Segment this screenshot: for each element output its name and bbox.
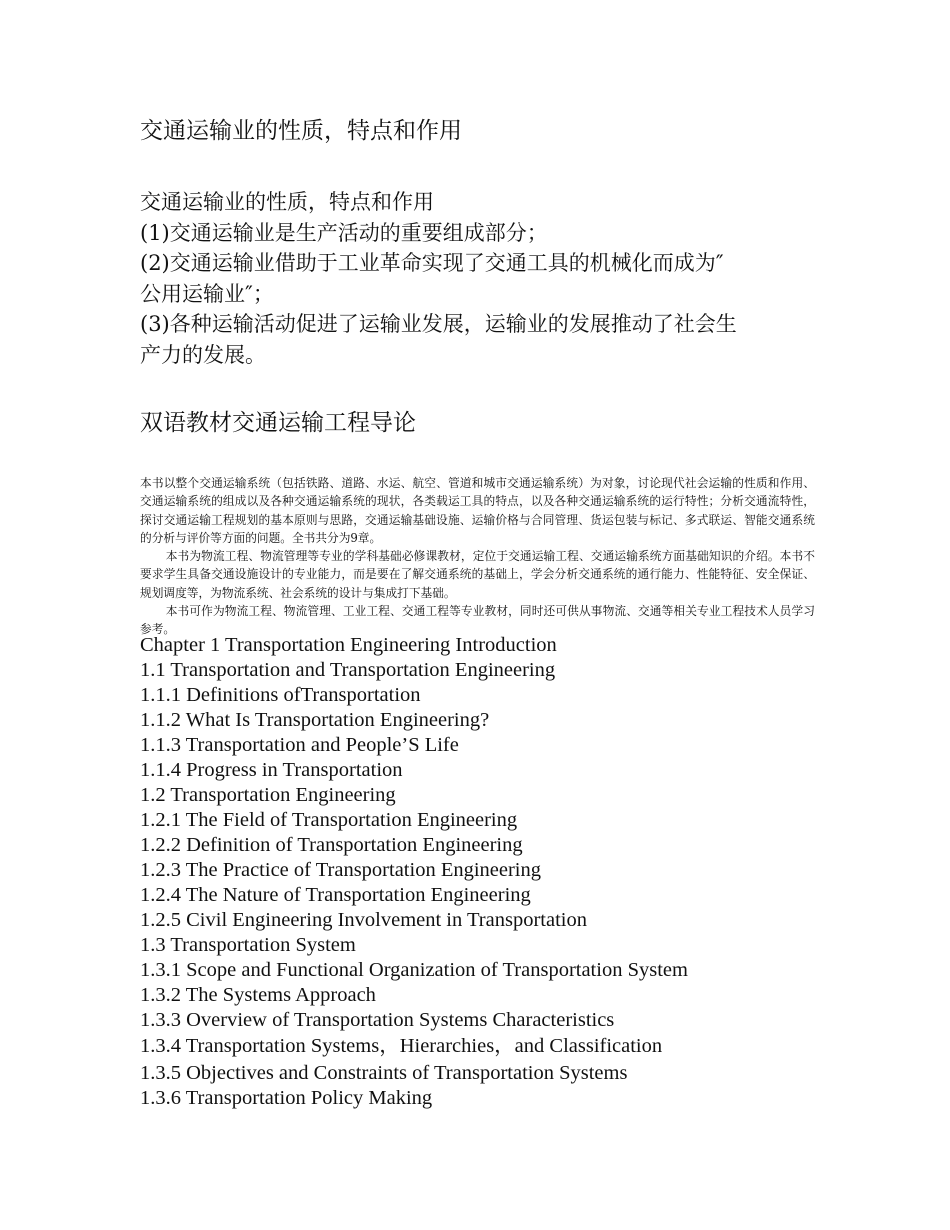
section-heading-book: 双语教材交通运输工程导论 <box>140 410 416 436</box>
nature-title: 交通运输业的性质，特点和作用 <box>140 190 434 214</box>
nature-line-1: (1)交通运输业是生产活动的重要组成部分； <box>140 220 548 245</box>
toc-entry: 1.2.3 The Practice of Transportation Engineering <box>140 859 542 881</box>
toc-entry: 1.3 Transportation System <box>140 934 356 956</box>
nature-line-5: 产力的发展。 <box>140 342 266 367</box>
abstract-paragraph-1: 本书以整个交通运输系统（包括铁路、道路、水运、航空、管道和城市交通运输系统）为对象，讨论现代社会运输的性质和作用、交通运输系统的组成以及各种交通运输系统的现状，各类载运工具的特点，以及各种交通运输系统的运行特性；分析交通流特性，探讨交通运输工程规划的基本原则与思路，交通运输基础设施、运输价格与合同管理、货运包装与标记、多式联运、智能交通系统的分析与评价等方面的问题。全书共分为9章。 <box>140 476 815 545</box>
toc-entry: 1.1.2 What Is Transportation Engineering? <box>140 709 490 731</box>
toc-entry: Chapter 1 Transportation Engineering Introduction <box>140 634 557 656</box>
toc-entry: 1.1 Transportation and Transportation Engineering <box>140 659 556 681</box>
toc-entry: 1.1.3 Transportation and People’S Life <box>140 734 459 756</box>
nature-line-3: 公用运输业″； <box>140 281 274 306</box>
toc-entry: 1.3.6 Transportation Policy Making <box>140 1087 433 1109</box>
toc-entry: 1.2.2 Definition of Transportation Engineering <box>140 834 523 856</box>
toc-entry: 1.3.4 Transportation Systems，Hierarchies，and Classification <box>140 1035 663 1057</box>
toc-entry: 1.2.5 Civil Engineering Involvement in Transportation <box>140 909 587 931</box>
abstract-paragraph-2: 本书为物流工程、物流管理等专业的学科基础必修课教材，定位于交通运输工程、交通运输系统方面基础知识的介绍。本书不要求学生具备交通设施设计的专业能力，而是要在了解交通系统的基础上，学会分析交通系统的通行能力、性能特征、安全保证、规划调度等，为物流系统、社会系统的设计与集成打下基础。 <box>140 549 815 600</box>
nature-section <box>140 187 820 370</box>
toc-entry: 1.3.2 The Systems Approach <box>140 984 376 1006</box>
nature-line-2: (2)交通运输业借助于工业革命实现了交通工具的机械化而成为″ <box>140 251 724 275</box>
toc-entry: 1.1.1 Definitions ofTransportation <box>140 684 421 706</box>
table-of-contents <box>140 633 840 1111</box>
section-heading-nature: 交通运输业的性质，特点和作用 <box>140 118 462 144</box>
toc-entry: 1.2.4 The Nature of Transportation Engineering <box>140 884 531 906</box>
toc-entry: 1.3.3 Overview of Transportation Systems Characteristics <box>140 1009 615 1031</box>
book-abstract <box>140 474 815 639</box>
toc-entry: 1.3.5 Objectives and Constraints of Transportation Systems <box>140 1061 628 1084</box>
nature-line-4: (3)各种运输活动促进了运输业发展，运输业的发展推动了社会生 <box>140 312 737 336</box>
abstract-paragraph-3: 本书可作为物流工程、物流管理、工业工程、交通工程等专业教材，同时还可供从事物流、交通等相关专业工程技术人员学习参考。 <box>140 604 815 637</box>
toc-entry: 1.2.1 The Field of Transportation Engineering <box>140 809 518 831</box>
toc-entry: 1.2 Transportation Engineering <box>140 784 396 806</box>
toc-entry: 1.3.1 Scope and Functional Organization of Transportation System <box>140 959 688 981</box>
toc-entry: 1.1.4 Progress in Transportation <box>140 759 403 781</box>
